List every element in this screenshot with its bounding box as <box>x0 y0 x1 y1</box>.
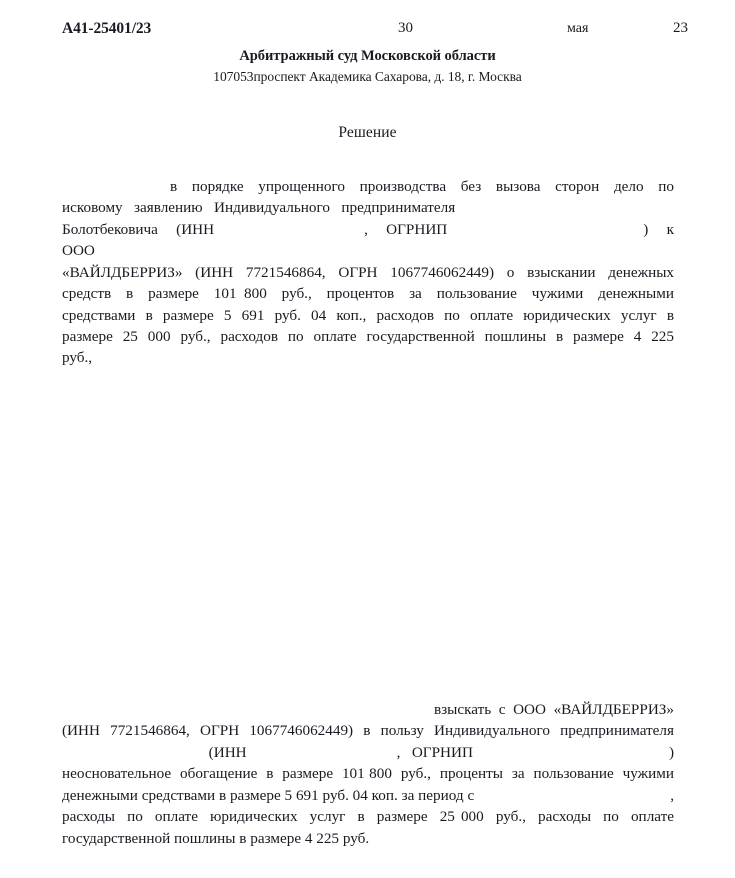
redacted-ogrnip <box>447 219 643 234</box>
court-address: 107053проспект Академика Сахарова, д. 18, г. Москва <box>213 69 522 84</box>
redacted-inn <box>214 219 364 234</box>
ruling-paragraph <box>62 699 674 849</box>
decision-date-day: 30 <box>398 20 413 36</box>
ruling-line-1: взыскать с ООО «ВАЙЛДБЕРРИЗ» <box>433 701 674 718</box>
ruling-line-5: денежными средствами в размере 5 691 руб. 04 коп. за период с , <box>62 785 674 807</box>
intro-line-3: Болотбековича (ИНН , ОГРНИП ) к ООО <box>62 219 674 262</box>
intro-line-1: в порядке упрощенного производства без вызова сторон дело по <box>170 178 674 195</box>
redacted-period <box>474 785 670 800</box>
ruling-line-6: расходы по оплате юридических услуг в размере 25 000 руб., расходы по оплате <box>62 808 674 826</box>
decision-date-month: мая <box>567 21 589 36</box>
ruling-line-7: государственной пошлины в размере 4 225 руб. <box>62 829 370 847</box>
redacted-ogrnip <box>473 742 669 757</box>
court-name: Арбитражный суд Московской области <box>239 48 496 64</box>
intro-line-4: «ВАЙЛДБЕРРИЗ» (ИНН 7721546864, ОГРН 1067746062449) о взыскании денежных <box>62 263 674 281</box>
redacted-inn <box>247 742 397 757</box>
decision-date-year: 23 <box>673 20 688 36</box>
case-number: А41-25401/23 <box>62 20 152 37</box>
ruling-line-2: (ИНН 7721546864, ОГРН 1067746062449) в пользу Индивидуального предпринимателя <box>62 722 674 740</box>
ruling-line-4: неосновательное обогащение в размере 101 800 руб., проценты за пользование чужими <box>62 765 674 783</box>
intro-line-7: размере 25 000 руб., расходов по оплате государственной пошлины в размере 4 225 <box>62 328 674 346</box>
intro-line-5: средств в размере 101 800 руб., процентов за пользование чужими денежными <box>62 285 674 303</box>
ruling-line-3: (ИНН , ОГРНИП ) <box>62 742 674 764</box>
intro-line-6: средствами в размере 5 691 руб. 04 коп., расходов по оплате юридических услуг в <box>62 306 674 324</box>
intro-line-2: исковому заявлению Индивидуального предпринимателя <box>62 199 456 217</box>
intro-line-8: руб., <box>62 349 93 367</box>
intro-paragraph <box>62 176 690 369</box>
document-header <box>62 20 688 42</box>
page-title: Решение <box>338 124 397 141</box>
